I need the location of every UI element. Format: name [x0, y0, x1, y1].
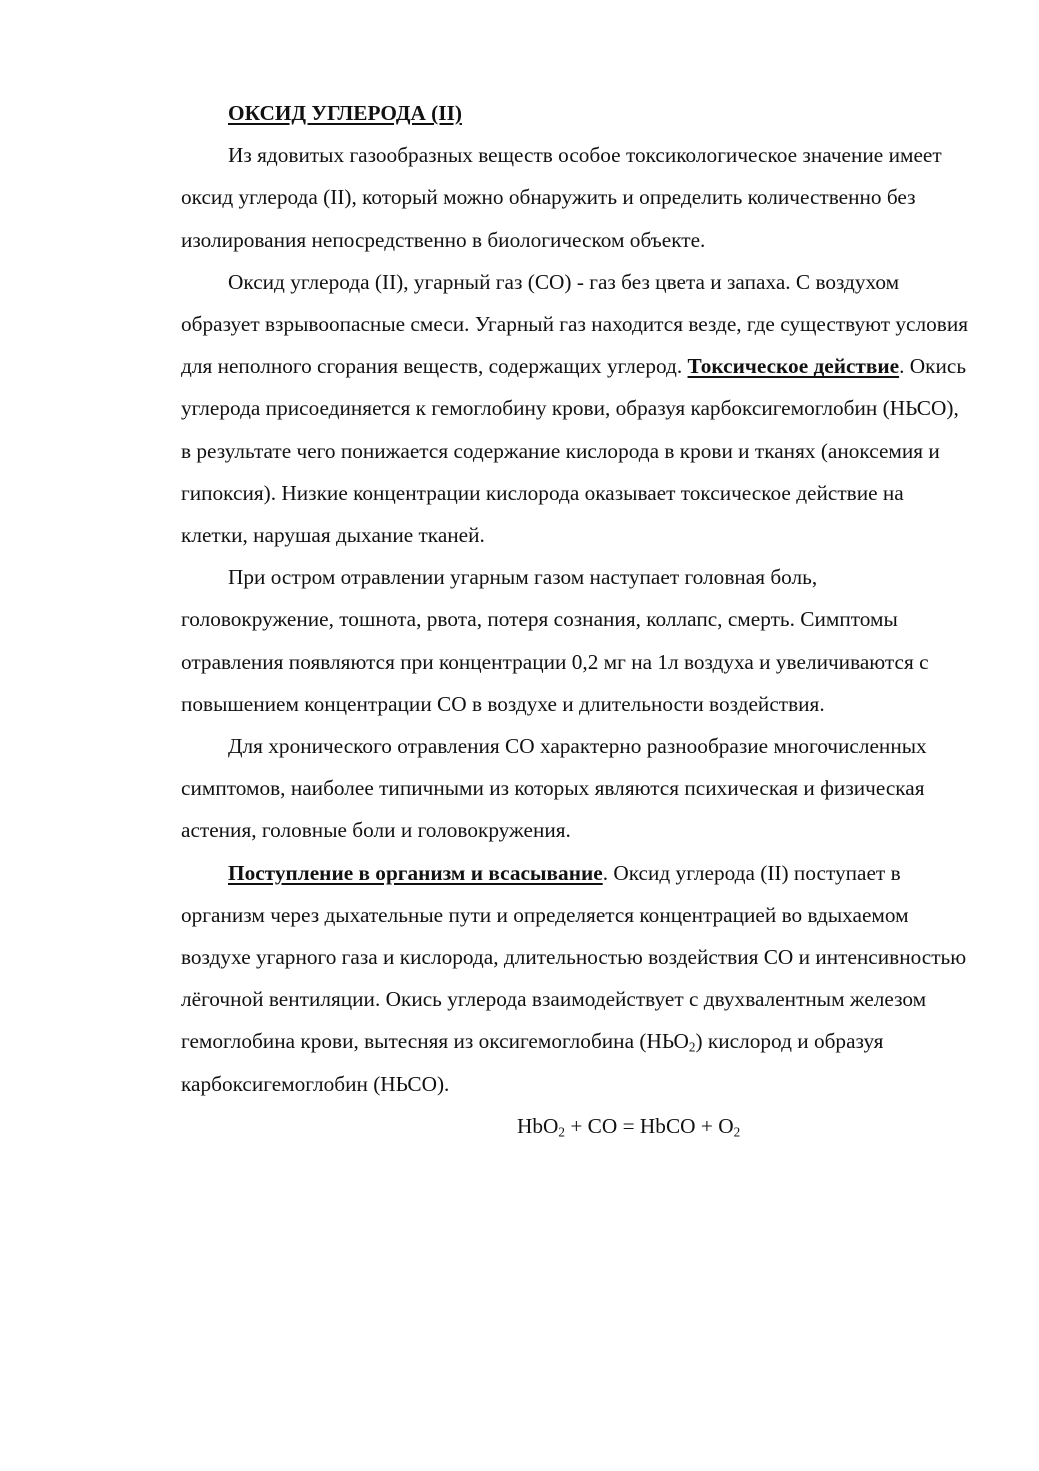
paragraph-text: ) кислород и образуя карбоксигемоглобин (НЬСО). — [181, 1029, 884, 1096]
section-heading — [181, 92, 971, 134]
paragraph-toxic-action — [181, 261, 971, 556]
chemical-equation — [181, 1105, 971, 1147]
equation-part: HbO — [517, 1113, 559, 1138]
subscript: 2 — [733, 1124, 741, 1140]
paragraph-absorption — [181, 852, 971, 1105]
document-page — [181, 92, 971, 1147]
equation-part: + CO = HbCO + O — [565, 1113, 734, 1138]
paragraph-text: . Оксид углерода (II) поступает в организм через дыхательные пути и определяется концентрацией во вдыхаемом воздухе угарного газа и кислорода, длительностью воздействия СО и интенсивностью лёгочной вентиляции. Окись углерода взаимодействует с двухвалентным железом гемоглобина крови, вытесняя из оксигемоглобина (НЬО — [181, 860, 967, 1054]
paragraph-intro: Из ядовитых газообразных веществ особое токсикологическое значение имеет оксид углерода (II), который можно обнаружить и определить количественно без изолирования непосредственно в биологическом объекте. — [181, 143, 942, 252]
paragraph-acute-poisoning: При остром отравлении угарным газом наступает головная боль, головокружение, тошнота, рвота, потеря сознания, коллапс, смерть. Симптомы отравления появляются при концентрации 0,2 мг на 1л воздуха и увеличиваются с повышением концентрации СО в воздухе и длительности воздействия. — [181, 565, 929, 716]
term-absorption: Поступление в организм и всасывание — [228, 860, 603, 885]
paragraph-text: . Окись углерода присоединяется к гемоглобину крови, образуя карбоксигемоглобин (НЬСО), в результате чего понижается содержание кислорода в крови и тканях (аноксемия и гипоксия). Низкие концентрации кислорода оказывает токсическое действие на клетки, нарушая дыхание тканей. — [181, 354, 967, 548]
subscript: 2 — [688, 1039, 696, 1055]
paragraph-chronic-poisoning: Для хронического отравления СО характерно разнообразие многочисленных симптомов, наиболее типичными из которых являются психическая и физическая астения, головные боли и головокружения. — [181, 734, 927, 843]
paragraph-text: Оксид углерода (II), угарный газ (CO) - газ без цвета и запаха. С воздухом образует взрывоопасные смеси. Угарный газ находится везде, где существуют условия для неполного сгорания веществ, содержащих углерод. — [181, 269, 969, 379]
term-toxic-action: Токсическое действие — [687, 354, 900, 379]
subscript: 2 — [558, 1124, 566, 1140]
heading-text: ОКСИД УГЛЕРОДА (II) — [228, 101, 462, 125]
